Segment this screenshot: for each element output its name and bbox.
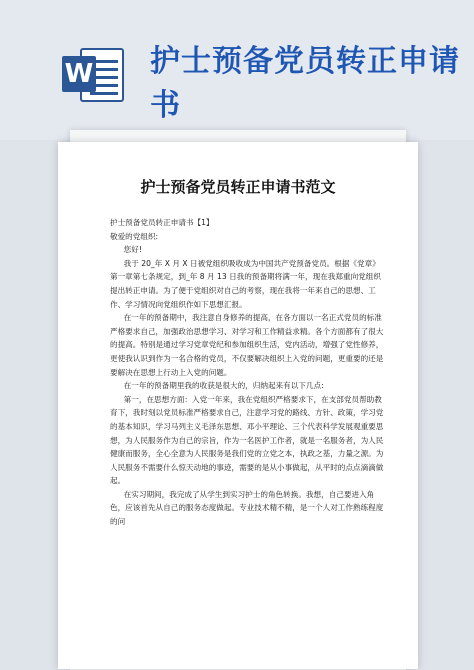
- word-logo-icon: [62, 48, 126, 102]
- paragraph: 在一年的预备期里我的收获是很大的，归纳起来有以下几点:: [123, 381, 324, 391]
- paragraph: 第一，在思想方面：入党一年来，我在党组织严格要求下，在支部党员帮助教育下，我时刻以党员标准严格要求自己，注意学习党的路线、方针、政策，学习党的基本知识，学习马列主义毛泽东思想、邓小平理论、三个代表科学发展观重要思想，为人民服务作为自己的宗旨，作为一名医护工作者，就是一名服务者，为人民健康而服务，全心全意为人民服务是我们党的立党之本，执政之基，力量之源。为人民服务不需要什么惊天动地的事迹，需要的是从小事做起，从平时的点点滴滴做起。: [110, 394, 384, 486]
- paragraph: 我于 20_年 X 月 X 日被党组织吸收成为中国共产党预备党员。根据《党章》第一章第七条规定，到_年 8 月 13 日我的预备期将满一年，现在我郑重向党组织提出转正申请。为了便于党组织对自己的考察，现在我将一年来自己的思想、工作、学习情况向党组织作如下思想汇报。: [110, 258, 381, 309]
- document-title: 护士预备党员转正申请书范文: [140, 178, 336, 196]
- logo-badge: W: [62, 56, 96, 92]
- paragraph: 护士预备党员转正申请书【1】: [110, 218, 214, 227]
- paragraph: 您好!: [123, 245, 142, 255]
- banner-title: 护士预备党员转正申请书: [150, 44, 460, 123]
- document-body: [110, 216, 386, 529]
- banner: [0, 0, 474, 140]
- document-page: [58, 142, 418, 669]
- paragraph: 敬爱的党组织:: [110, 231, 159, 241]
- paragraph: 在一年的预备期中，我注意自身修养的提高，在各方面以一名正式党员的标准严格要求自己，加强政治思想学习、对学习和工作精益求精。各个方面都有了很大的提高。特别是通过学习党章党纪和参加组织生活，党内活动，增强了党性修养，更使我认识到作为一名合格的党员，不仅要解决组织上入党的问题，更重要的还是要解决在思想上行动上入党的问题。: [110, 313, 384, 377]
- logo-line: [90, 92, 118, 95]
- paragraph: 在实习期间，我完成了从学生到实习护士的角色转换。我想，自己要进入角色，应该首先从自己的服务态度做起。专业技术精不精，是一个人对工作熟练程度的问: [110, 489, 384, 527]
